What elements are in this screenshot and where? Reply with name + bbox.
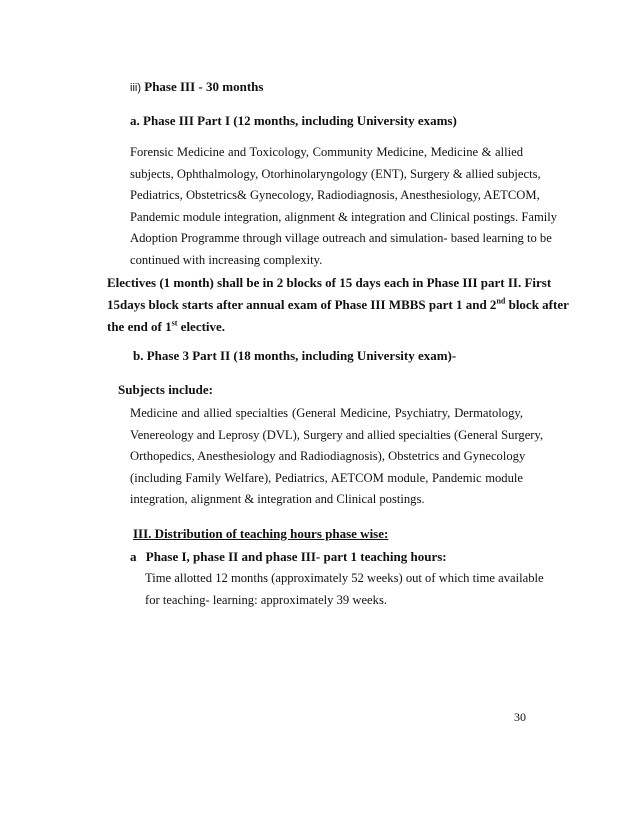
electives-line: 15days block starts after annual exam of Phase III MBBS part 1 and 2nd block after xyxy=(107,296,569,312)
paragraph-line: subjects, Ophthalmology, Otorhinolaryngology (ENT), Surgery & allied subjects, xyxy=(130,166,541,181)
part-two-title: Phase 3 Part II (18 months, including University exam)- xyxy=(146,348,457,363)
page-number: 30 xyxy=(514,710,526,724)
phase-roman-numeral: iii) xyxy=(130,82,141,94)
paragraph-line: Pediatrics, Obstetrics& Gynecology, Radiodiagnosis, Anesthesiology, AETCOM, xyxy=(130,188,540,202)
distribution-heading: III. Distribution of teaching hours phase wise: xyxy=(133,526,389,541)
ordinal-suffix: st xyxy=(171,318,178,328)
part-one-paragraph xyxy=(130,142,558,271)
paragraph-line: Medicine and allied specialties (General Medicine, Psychiatry, Dermatology, xyxy=(130,406,523,420)
paragraph-line: Orthopedics, Anesthesiology and Radiodiagnosis), Obstetrics and Gynecology xyxy=(130,449,526,463)
phase-title: Phase III - 30 months xyxy=(144,79,264,94)
distribution-subheading xyxy=(130,549,447,565)
electives-paragraph xyxy=(107,272,569,338)
phase-heading xyxy=(130,79,263,95)
paragraph-line: continued with increasing complexity. xyxy=(130,252,323,267)
electives-line: Electives (1 month) shall be in 2 blocks of 15 days each in Phase III part II. First xyxy=(107,275,552,290)
part-one-title: Phase III Part I (12 months, including University exams) xyxy=(143,113,457,128)
distribution-sub-title: Phase I, phase II and phase III- part 1 teaching hours: xyxy=(145,549,447,564)
subjects-paragraph xyxy=(130,403,544,511)
paragraph-line: for teaching- learning: approximately 39 weeks. xyxy=(145,593,387,607)
paragraph-line: Venereology and Leprosy (DVL), Surgery and allied specialties (General Surgery, xyxy=(130,427,544,442)
paragraph-line: (including Family Welfare), Pediatrics, AETCOM module, Pandemic module xyxy=(130,470,523,485)
paragraph-line: integration, alignment & integration and Clinical postings. xyxy=(130,492,425,506)
distribution-sub-label: a xyxy=(130,549,137,564)
paragraph-line: Pandemic module integration, alignment & integration and Clinical postings. Family xyxy=(130,209,558,224)
ordinal-suffix: nd xyxy=(496,296,506,306)
part-two-heading xyxy=(133,348,456,364)
paragraph-line: Adoption Programme through village outreach and simulation- based learning to be xyxy=(130,231,552,245)
electives-line: the end of 1st elective. xyxy=(107,318,226,334)
paragraph-line: Time allotted 12 months (approximately 52 weeks) out of which time available xyxy=(145,571,544,585)
part-two-label: b. xyxy=(133,348,144,363)
subjects-heading: Subjects include: xyxy=(118,382,213,397)
paragraph-line: Forensic Medicine and Toxicology, Community Medicine, Medicine & allied xyxy=(130,145,523,159)
distribution-paragraph xyxy=(145,567,544,611)
part-one-heading xyxy=(130,113,457,129)
part-one-label: a. xyxy=(130,113,140,128)
